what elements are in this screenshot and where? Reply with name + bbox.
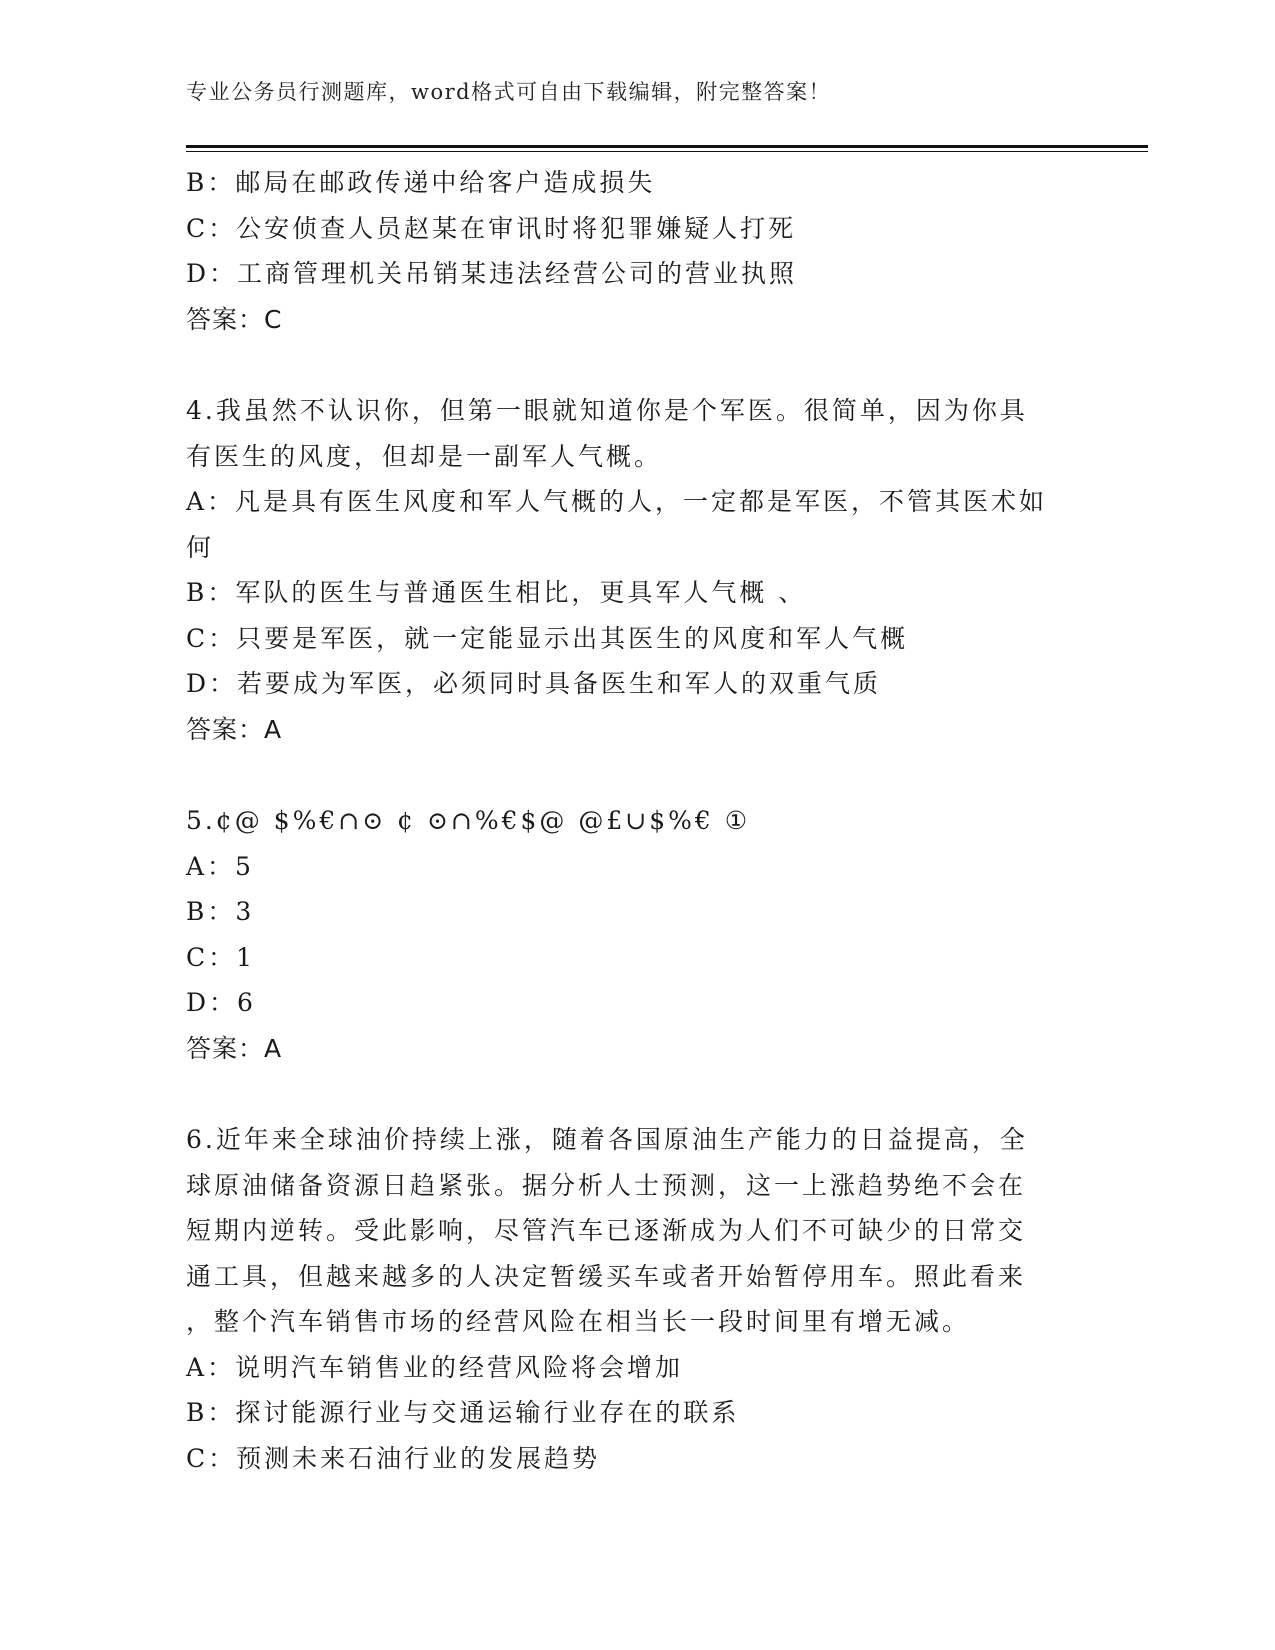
header-rule-thin bbox=[186, 151, 1148, 152]
option-c: C：预测未来石油行业的发展趋势 bbox=[186, 1443, 601, 1473]
option-d: D：6 bbox=[186, 988, 256, 1017]
question-stem-line: 4.我虽然不认识你，但第一眼就知道你是个军医。很简单，因为你具 bbox=[186, 396, 1028, 425]
option-b: B：3 bbox=[186, 897, 255, 926]
question-6 bbox=[186, 1117, 1086, 1481]
option-a: A：说明汽车销售业的经营风险将会增加 bbox=[186, 1352, 684, 1382]
question-stem-line: ，整个汽车销售市场的经营风险在相当长一段时间里有增无减。 bbox=[186, 1307, 971, 1336]
option-b: B：探讨能源行业与交通运输行业存在的联系 bbox=[186, 1398, 740, 1427]
question-5 bbox=[186, 798, 1086, 1071]
question-stem-line: 5.¢@ $%€∩⊙ ¢ ⊙∩%€$@ @£∪$%€ ① bbox=[186, 806, 751, 835]
option-d: D：工商管理机关吊销某违法经营公司的营业执照 bbox=[186, 259, 798, 288]
option-a: A：凡是具有医生风度和军人气概的人，一定都是军医，不管其医术如 bbox=[186, 487, 1048, 516]
question-4 bbox=[186, 388, 1086, 752]
option-d: D：若要成为军医，必须同时具备医生和军人的双重气质 bbox=[186, 669, 882, 698]
answer: 答案：A bbox=[186, 1033, 283, 1063]
option-b: B：军队的医生与普通医生相比，更具军人气概 、 bbox=[186, 578, 807, 607]
question-content bbox=[186, 160, 1086, 1481]
option-c: C：只要是军医，就一定能显示出其医生的风度和军人气概 bbox=[186, 623, 909, 653]
question-stem-line: 通工具，但越来越多的人决定暂缓买车或者开始暂停用车。照此看来 bbox=[186, 1261, 1027, 1291]
answer: 答案：A bbox=[186, 714, 283, 744]
option-a: A：5 bbox=[186, 851, 254, 881]
page-header: 专业公务员行测题库，word格式可自由下载编辑，附完整答案！ bbox=[186, 80, 832, 104]
question-stem-line: 球原油储备资源日趋紧张。据分析人士预测，这一上涨趋势绝不会在 bbox=[186, 1170, 1027, 1200]
question-stem-line: 6.近年来全球油价持续上涨，随着各国原油生产能力的日益提高，全 bbox=[186, 1125, 1028, 1154]
option-a-continued: 何 bbox=[186, 532, 215, 562]
question-3 bbox=[186, 160, 1086, 342]
question-stem-line: 短期内逆转。受此影响，尽管汽车已逐渐成为人们不可缺少的日常交 bbox=[186, 1216, 1027, 1245]
header-rule-thick bbox=[186, 145, 1148, 148]
question-stem-line: 有医生的风度，但却是一副军人气概。 bbox=[186, 441, 663, 471]
option-c: C：公安侦查人员赵某在审讯时将犯罪嫌疑人打死 bbox=[186, 213, 797, 243]
option-c: C：1 bbox=[186, 942, 256, 972]
option-b: B：邮局在邮政传递中给客户造成损失 bbox=[186, 168, 656, 197]
answer: 答案：C bbox=[186, 304, 283, 334]
